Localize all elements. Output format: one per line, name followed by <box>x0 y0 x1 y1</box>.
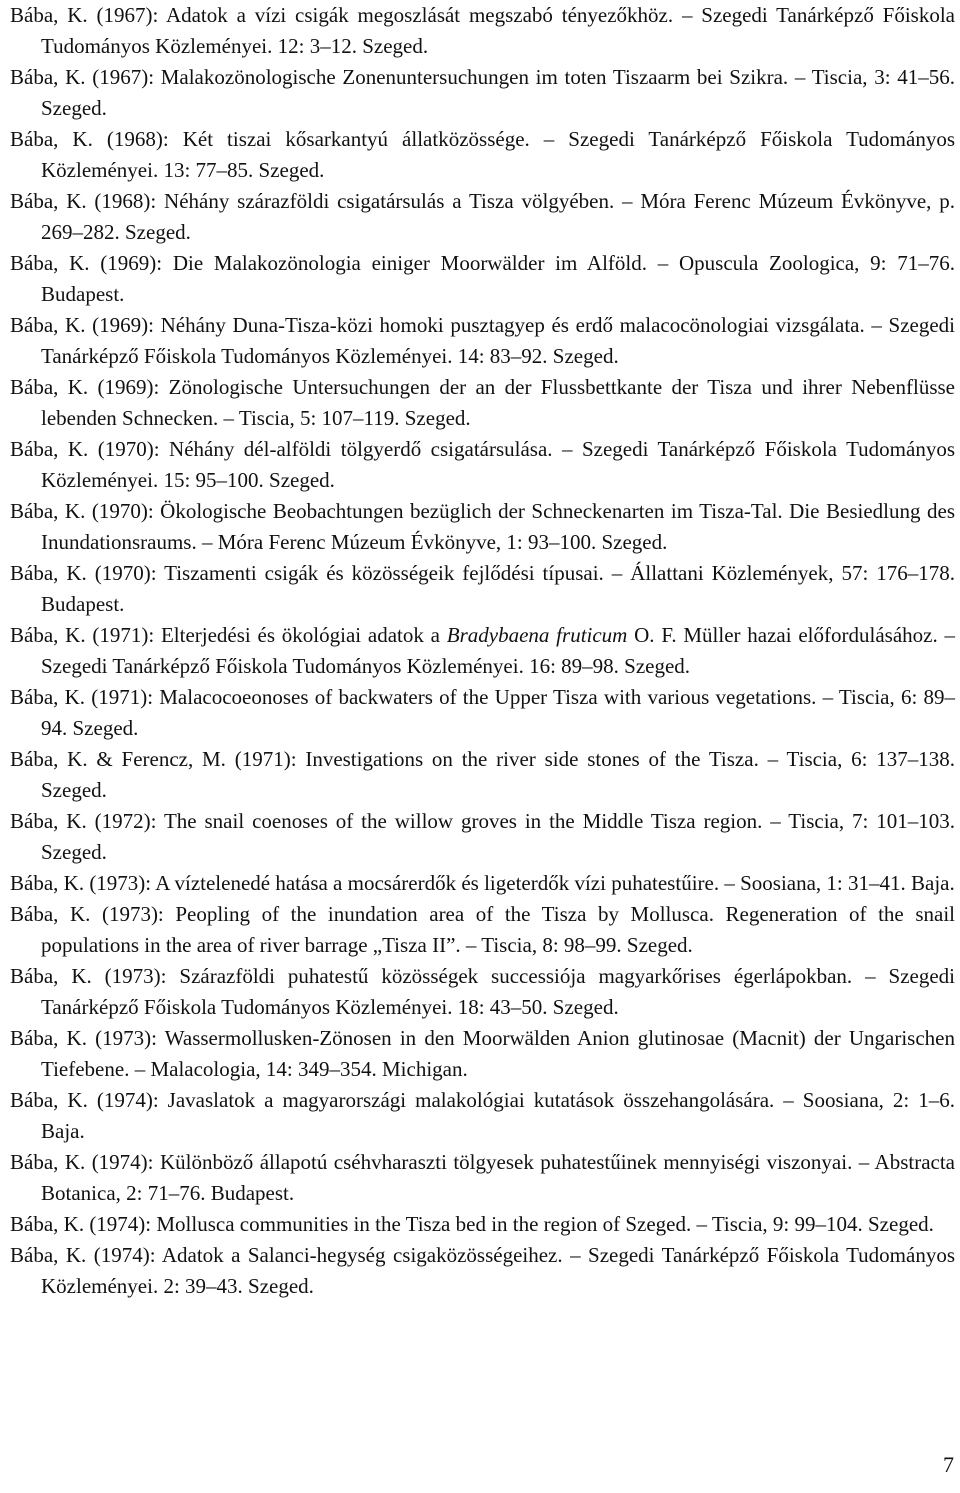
reference-entry <box>10 868 955 899</box>
reference-text: Bába, K. (1974): Mollusca communities in the Tisza bed in the region of Szeged. – Tiscia, 9: 99–104. Szeged. <box>10 1212 934 1236</box>
reference-entry <box>10 310 955 372</box>
reference-entry <box>10 744 955 806</box>
reference-text: Bába, K. (1970): Ökologische Beobachtungen bezüglich der Schneckenarten im Tisza-Tal. Die Besiedlung des Inundationsraums. – Móra Ferenc Múzeum Évkönyve, 1: 93–100. Szeged. <box>10 499 955 554</box>
reference-entry <box>10 682 955 744</box>
reference-entry <box>10 496 955 558</box>
reference-entry <box>10 1209 955 1240</box>
reference-entry <box>10 899 955 961</box>
reference-text: Bába, K. (1973): Wassermollusken-Zönosen in den Moorwälden Anion glutinosae (Macnit) der Ungarischen Tiefebene. – Malacologia, 14: 349–354. Michigan. <box>10 1026 955 1081</box>
reference-text: Bába, K. (1974): Javaslatok a magyarországi malakológiai kutatások összehangolására. – Soosiana, 2: 1–6. Baja. <box>10 1088 955 1143</box>
species-name: Bradybaena fruticum <box>446 623 628 647</box>
reference-entry <box>10 62 955 124</box>
reference-list <box>10 0 955 1302</box>
reference-entry <box>10 620 955 682</box>
reference-text-continued: O. F. Müller hazai előfordulásához. – Szegedi Tanárképző Főiskola Tudományos Közleményei. 16: 89–98. Szeged. <box>41 623 955 678</box>
reference-text: Bába, K. & Ferencz, M. (1971): Investigations on the river side stones of the Tisza. – Tiscia, 6: 137–138. Szeged. <box>10 747 955 802</box>
reference-text: Bába, K. (1973): Szárazföldi puhatestű közösségek successiója magyarkőrises égerlápokban. – Szegedi Tanárképző Főiskola Tudományos Közleményei. 18: 43–50. Szeged. <box>10 964 955 1019</box>
reference-text: Bába, K. (1968): Két tiszai kősarkantyú állatközössége. – Szegedi Tanárképző Főiskola Tudományos Közleményei. 13: 77–85. Szeged. <box>10 127 955 182</box>
reference-text: Bába, K. (1968): Néhány szárazföldi csigatársulás a Tisza völgyében. – Móra Ferenc Múzeum Évkönyve, p. 269–282. Szeged. <box>10 189 955 244</box>
reference-text: Bába, K. (1969): Die Malakozönologia einiger Moorwälder im Alföld. – Opuscula Zoologica, 9: 71–76. Budapest. <box>10 251 955 306</box>
reference-text: Bába, K. (1969): Néhány Duna-Tisza-közi homoki pusztagyep és erdő malacocönologiai vizsgálata. – Szegedi Tanárképző Főiskola Tudományos Közleményei. 14: 83–92. Szeged. <box>10 313 955 368</box>
reference-text: Bába, K. (1967): Adatok a vízi csigák megoszlását megszabó tényezőkhöz. – Szegedi Tanárképző Főiskola Tudományos Közleményei. 12: 3–12. Szeged. <box>10 3 955 58</box>
reference-entry <box>10 124 955 186</box>
reference-text: Bába, K. (1973): A víztelenedé hatása a mocsárerdők és ligeterdők vízi puhatestűire. – Soosiana, 1: 31–41. Baja. <box>10 871 955 895</box>
reference-entry <box>10 1085 955 1147</box>
reference-entry <box>10 186 955 248</box>
reference-text: Bába, K. (1970): Tiszamenti csigák és közösségeik fejlődési típusai. – Állattani Közlemények, 57: 176–178. Budapest. <box>10 561 955 616</box>
reference-text: Bába, K. (1969): Zönologische Untersuchungen der an der Flussbettkante der Tisza und ihrer Nebenflüsse lebenden Schnecken. – Tiscia, 5: 107–119. Szeged. <box>10 375 955 430</box>
reference-entry <box>10 0 955 62</box>
reference-entry <box>10 248 955 310</box>
reference-entry <box>10 961 955 1023</box>
page-number: 7 <box>943 1452 954 1477</box>
reference-entry <box>10 434 955 496</box>
reference-entry <box>10 372 955 434</box>
reference-text: Bába, K. (1972): The snail coenoses of the willow groves in the Middle Tisza region. – Tiscia, 7: 101–103. Szeged. <box>10 809 955 864</box>
reference-text: Bába, K. (1974): Különböző állapotú cséhvharaszti tölgyesek puhatestűinek mennyiségi viszonyai. – Abstracta Botanica, 2: 71–76. Budapest. <box>10 1150 955 1205</box>
reference-text: Bába, K. (1971): Elterjedési és ökológiai adatok a <box>10 623 447 647</box>
reference-text: Bába, K. (1974): Adatok a Salanci-hegység csigaközösségeihez. – Szegedi Tanárképző Főiskola Tudományos Közleményei. 2: 39–43. Szeged. <box>10 1243 955 1298</box>
reference-text: Bába, K. (1973): Peopling of the inundation area of the Tisza by Mollusca. Regeneration of the snail populations in the area of river barrage „Tisza II”. – Tiscia, 8: 98–99. Szeged. <box>10 902 955 957</box>
reference-entry <box>10 806 955 868</box>
reference-entry <box>10 558 955 620</box>
reference-entry <box>10 1240 955 1302</box>
reference-text: Bába, K. (1967): Malakozönologische Zonenuntersuchungen im toten Tiszaarm bei Szikra. – Tiscia, 3: 41–56. Szeged. <box>10 65 955 120</box>
reference-text: Bába, K. (1970): Néhány dél-alföldi tölgyerdő csigatársulása. – Szegedi Tanárképző Főiskola Tudományos Közleményei. 15: 95–100. Szeged. <box>10 437 955 492</box>
reference-page <box>10 0 955 1302</box>
reference-text: Bába, K. (1971): Malacocoeonoses of backwaters of the Upper Tisza with various vegetations. – Tiscia, 6: 89–94. Szeged. <box>10 685 955 740</box>
reference-entry <box>10 1023 955 1085</box>
reference-entry <box>10 1147 955 1209</box>
